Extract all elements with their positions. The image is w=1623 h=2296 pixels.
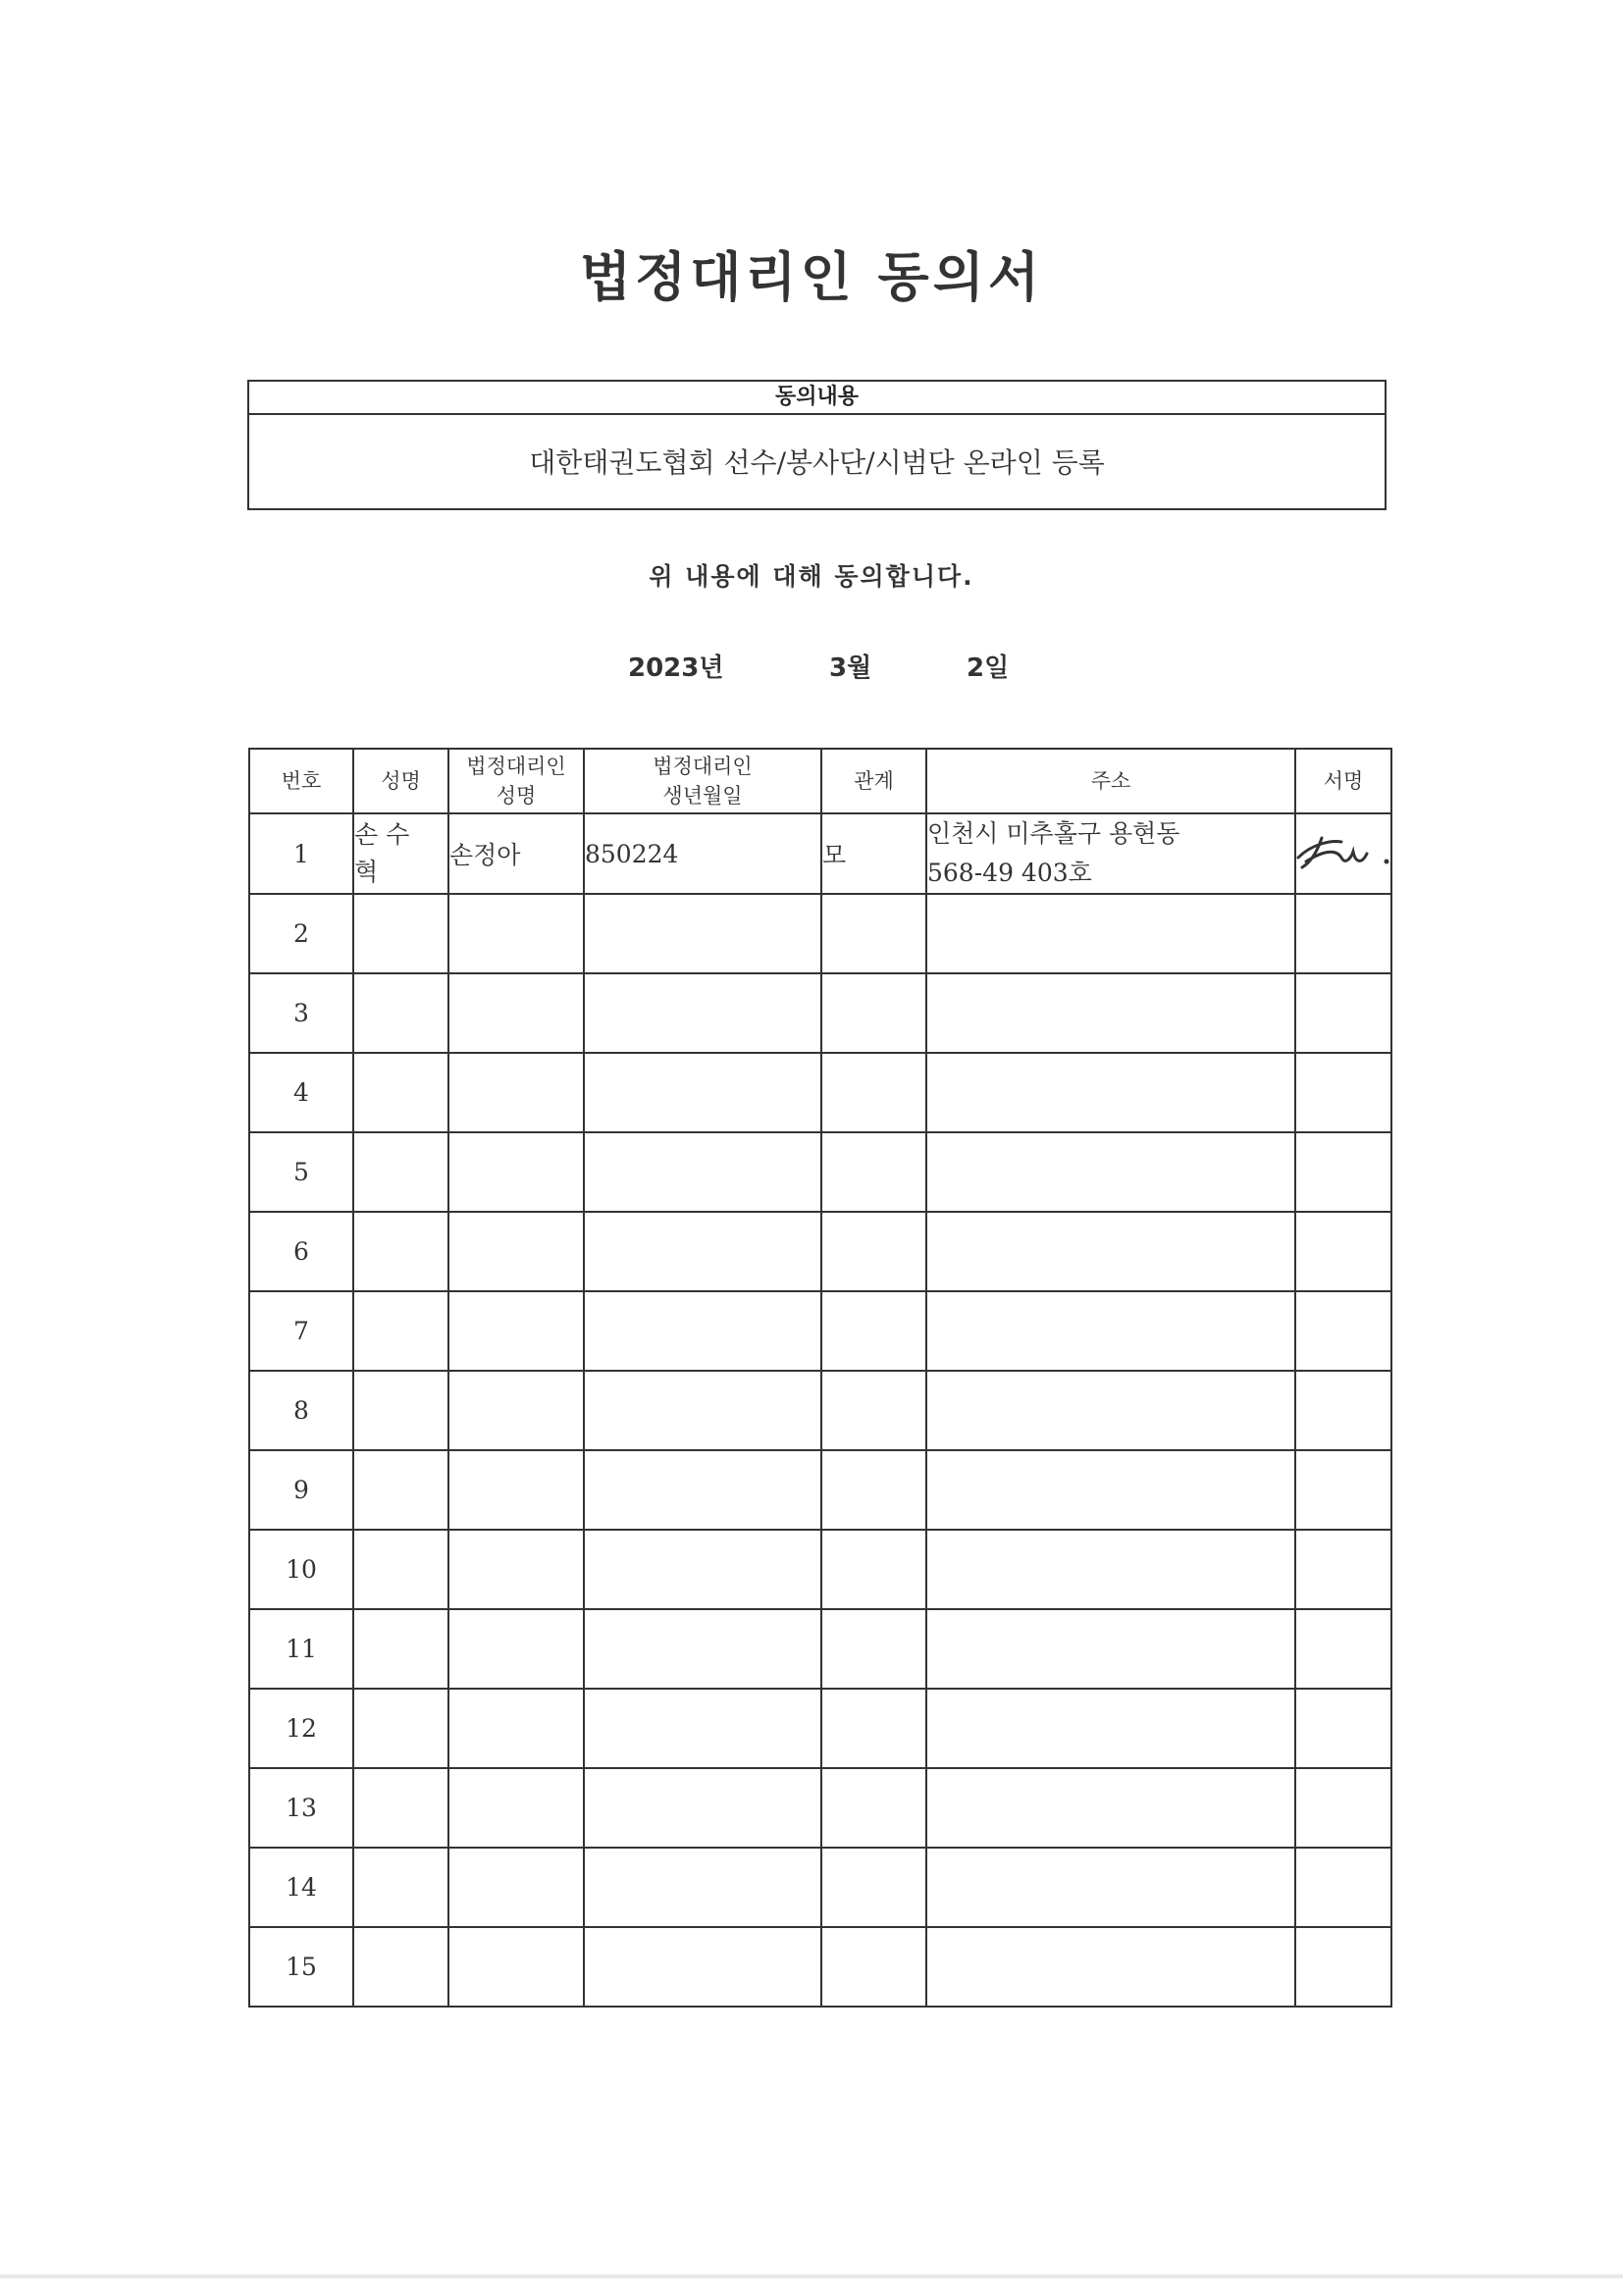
row-relation <box>821 1132 926 1212</box>
row-name <box>353 1371 448 1450</box>
row-signature <box>1295 1848 1391 1927</box>
row-signature <box>1295 1212 1391 1291</box>
row-relation <box>821 1689 926 1768</box>
row-relation <box>821 1371 926 1450</box>
consent-box <box>247 380 1387 510</box>
row-guardian-birth <box>584 1212 821 1291</box>
row-number: 13 <box>249 1768 353 1848</box>
row-guardian-birth <box>584 1609 821 1689</box>
row-address <box>926 1927 1295 2007</box>
consent-content: 대한태권도협회 선수/봉사단/시범단 온라인 등록 <box>529 446 1105 479</box>
row-name <box>353 1212 448 1291</box>
row-address <box>926 1768 1295 1848</box>
row-address <box>926 1212 1295 1291</box>
row-address <box>926 1609 1295 1689</box>
date-day: 2일 <box>967 653 1010 683</box>
row-guardian-birth <box>584 1053 821 1132</box>
row-guardian-name <box>448 1530 584 1609</box>
row-relation <box>821 894 926 973</box>
row-guardian-name: 손정아 <box>448 813 584 894</box>
row-relation <box>821 1848 926 1927</box>
row-address <box>926 1689 1295 1768</box>
row-name <box>353 973 448 1053</box>
row-guardian-birth <box>584 894 821 973</box>
consent-header: 동의내용 <box>249 382 1385 415</box>
row-guardian-name <box>448 1053 584 1132</box>
row-guardian-birth <box>584 1848 821 1927</box>
row-number: 12 <box>249 1689 353 1768</box>
row-signature <box>1295 1530 1391 1609</box>
row-name <box>353 1768 448 1848</box>
table-row <box>249 1371 1391 1450</box>
row-guardian-birth <box>584 1371 821 1450</box>
table-row <box>249 1927 1391 2007</box>
row-relation <box>821 1450 926 1530</box>
table-row <box>249 813 1391 894</box>
row-relation: 모 <box>821 813 926 894</box>
table-row <box>249 1053 1391 1132</box>
row-address <box>926 1132 1295 1212</box>
row-guardian-name <box>448 1291 584 1371</box>
row-signature <box>1295 1132 1391 1212</box>
header-signature: 서명 <box>1295 749 1391 813</box>
row-guardian-name <box>448 1609 584 1689</box>
table-row <box>249 1450 1391 1530</box>
row-address <box>926 1450 1295 1530</box>
document-title: 법정대리인 동의서 <box>579 246 1044 308</box>
row-signature <box>1295 973 1391 1053</box>
row-relation <box>821 1768 926 1848</box>
date-year: 2023년 <box>628 653 724 683</box>
row-relation <box>821 1927 926 2007</box>
row-guardian-name <box>448 973 584 1053</box>
header-no: 번호 <box>249 749 353 813</box>
row-guardian-name <box>448 1371 584 1450</box>
row-guardian-birth <box>584 1450 821 1530</box>
row-name <box>353 1291 448 1371</box>
table-row <box>249 1609 1391 1689</box>
table-row <box>249 894 1391 973</box>
row-signature <box>1295 1053 1391 1132</box>
row-name <box>353 1053 448 1132</box>
row-name <box>353 1927 448 2007</box>
row-signature <box>1295 813 1391 894</box>
header-address: 주소 <box>926 749 1295 813</box>
row-guardian-name <box>448 1212 584 1291</box>
row-number: 7 <box>249 1291 353 1371</box>
row-guardian-birth <box>584 1768 821 1848</box>
row-relation <box>821 1212 926 1291</box>
table-row <box>249 1848 1391 1927</box>
row-address: 인천시 미추홀구 용현동 568-49 403호 <box>926 813 1295 894</box>
table-header-row <box>249 749 1391 813</box>
header-guardian-name: 법정대리인 성명 <box>448 749 584 813</box>
header-name: 성명 <box>353 749 448 813</box>
row-guardian-birth <box>584 1927 821 2007</box>
row-guardian-name <box>448 894 584 973</box>
row-guardian-name <box>448 1132 584 1212</box>
row-guardian-name <box>448 1450 584 1530</box>
table-row <box>249 973 1391 1053</box>
row-address <box>926 1530 1295 1609</box>
header-relation: 관계 <box>821 749 926 813</box>
row-name <box>353 1848 448 1927</box>
row-address <box>926 1371 1295 1450</box>
row-name: 손 수 혁 <box>353 813 448 894</box>
row-guardian-birth <box>584 1530 821 1609</box>
row-guardian-birth <box>584 1291 821 1371</box>
row-number: 8 <box>249 1371 353 1450</box>
row-name <box>353 1689 448 1768</box>
row-address <box>926 1848 1295 1927</box>
date-month: 3월 <box>829 653 872 683</box>
row-number: 4 <box>249 1053 353 1132</box>
row-guardian-name <box>448 1927 584 2007</box>
row-signature <box>1295 1450 1391 1530</box>
row-number: 14 <box>249 1848 353 1927</box>
row-number: 9 <box>249 1450 353 1530</box>
row-relation <box>821 1291 926 1371</box>
row-signature <box>1295 1927 1391 2007</box>
row-name <box>353 1609 448 1689</box>
row-name <box>353 1132 448 1212</box>
table-row <box>249 1689 1391 1768</box>
row-relation <box>821 1053 926 1132</box>
table-row <box>249 1291 1391 1371</box>
row-guardian-name <box>448 1768 584 1848</box>
table-row <box>249 1132 1391 1212</box>
row-guardian-name <box>448 1689 584 1768</box>
row-number: 5 <box>249 1132 353 1212</box>
row-address <box>926 894 1295 973</box>
row-name <box>353 894 448 973</box>
row-address <box>926 973 1295 1053</box>
table-row <box>249 1212 1391 1291</box>
table-row <box>249 1768 1391 1848</box>
row-address <box>926 1053 1295 1132</box>
row-number: 15 <box>249 1927 353 2007</box>
row-number: 6 <box>249 1212 353 1291</box>
row-name <box>353 1530 448 1609</box>
row-guardian-birth: 850224 <box>584 813 821 894</box>
handwritten-signature <box>1292 822 1396 881</box>
row-guardian-birth <box>584 1132 821 1212</box>
table-row <box>249 1530 1391 1609</box>
row-signature <box>1295 1291 1391 1371</box>
row-signature <box>1295 894 1391 973</box>
row-relation <box>821 973 926 1053</box>
row-number: 3 <box>249 973 353 1053</box>
row-relation <box>821 1530 926 1609</box>
row-number: 10 <box>249 1530 353 1609</box>
guardian-table <box>248 748 1392 2008</box>
row-signature <box>1295 1371 1391 1450</box>
agree-statement: 위 내용에 대해 동의합니다. <box>649 562 974 591</box>
row-signature <box>1295 1609 1391 1689</box>
row-signature <box>1295 1768 1391 1848</box>
row-signature <box>1295 1689 1391 1768</box>
row-guardian-birth <box>584 1689 821 1768</box>
row-guardian-birth <box>584 973 821 1053</box>
row-guardian-name <box>448 1848 584 1927</box>
row-address <box>926 1291 1295 1371</box>
scan-edge <box>0 2274 1623 2278</box>
row-number: 11 <box>249 1609 353 1689</box>
header-guardian-birth: 법정대리인 생년월일 <box>584 749 821 813</box>
row-number: 2 <box>249 894 353 973</box>
row-relation <box>821 1609 926 1689</box>
row-number: 1 <box>249 813 353 894</box>
row-name <box>353 1450 448 1530</box>
